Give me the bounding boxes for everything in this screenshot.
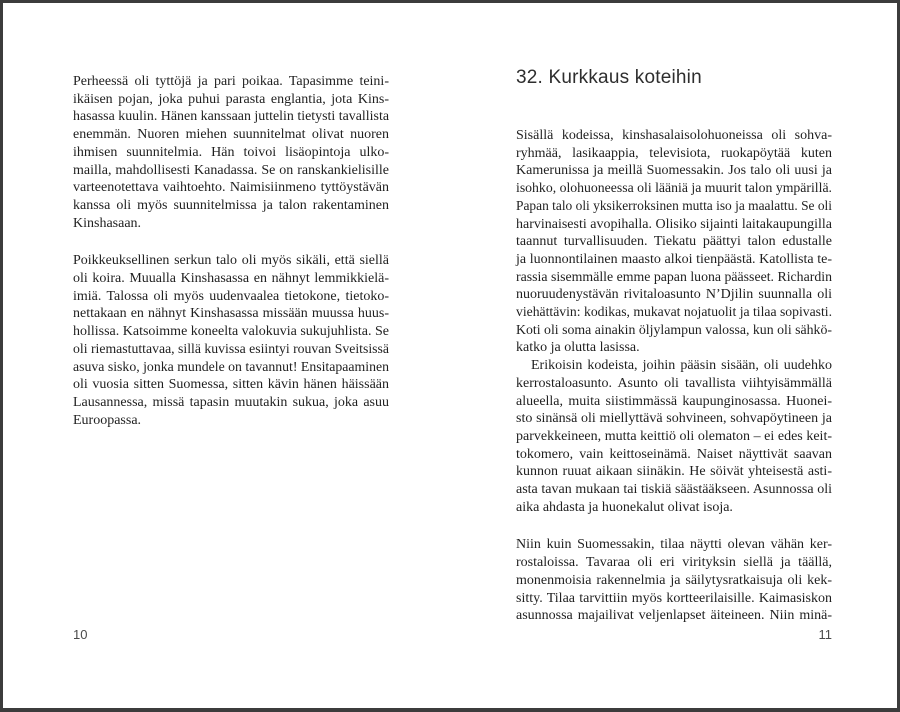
text-line: enemmän. Nuoren miehen suunnitelmat olivat nuoren (73, 127, 389, 143)
text-line: imiä. Talossa oli myös uudenvaalea tietokone, tietoko- (73, 288, 389, 304)
text-line: oli vuosia sitten Suomessa, sitten kävin hänen häissään (73, 377, 389, 393)
text-line: mailla, mahdollisesti Kanadassa. Se on ranskankielisille (73, 162, 389, 178)
chapter-heading: 32. Kurkkaus koteihin (516, 67, 702, 88)
text-line: Koti oli soma ainakin öljylampun valossa, kun oli sähkö- (516, 322, 832, 338)
text-line: Sisällä kodeissa, kinshasalaisolohuoneissa oli sohva- (516, 128, 832, 143)
text-line: sitty. Tilaa tarvittiin myös kortteerilaisille. Kaimasiskon (516, 590, 832, 606)
text-line: tokomero, vain keittoseinämä. Naiset näyttivät saavan (516, 446, 832, 462)
page-number-left: 10 (73, 627, 88, 642)
paragraph (516, 357, 832, 516)
paragraph (516, 127, 832, 357)
left-page-text (73, 73, 389, 429)
text-line: varteenotettava vaihtoehto. Naimisiinmeno tyttöystävän (73, 180, 389, 196)
text-line: alueella, muita siistimmässä kaupunginosassa. Huonei- (516, 393, 832, 409)
right-page-text (516, 65, 832, 625)
text-line: nuoruudenystävän rivitaloasunto N’Djilin suunnalla oli (516, 287, 832, 303)
text-line: monenmoisia rakennelmia ja säilytysratkaisuja oli kek- (516, 572, 832, 588)
text-line: Papan talo oli yksikerroksinen mutta iso ja maalattu. Se oli (516, 198, 832, 214)
text-line: aika ahdasta ja huonekalut olivat isoja. (516, 499, 733, 515)
text-line: Erikoisin kodeista, joihin pääsin sisään, oli uudehko (531, 358, 832, 374)
text-line: parvekkeineen, mutta keittiö oli olematon – ei edes keit- (516, 428, 832, 444)
text-line: rassia sisemmälle emme papan luona päässeet. Richardin (516, 269, 832, 285)
paragraph (516, 536, 832, 625)
text-line: Poikkeuksellinen serkun talo oli myös sikäli, että siellä (73, 253, 389, 269)
text-line: harvinaisesti avopihalla. Olisiko sijainti laitakaupungilla (516, 216, 832, 232)
text-line: viehättävin: kodikas, mukavat nojatuolit ja tilaa sopivasti. (516, 305, 832, 321)
text-line: kunnon ruuat aikaan siinäkin. He söivät yhteisestä asti- (516, 464, 832, 480)
text-line: asuva sisko, jonka mundele on tavannut! Ensitapaaminen (73, 359, 389, 375)
text-line: Niin kuin Suomessakin, tilaa näytti olevan vähän ker- (516, 537, 832, 553)
right-page-body (516, 127, 832, 625)
text-line: isohko, olohuoneessa oli lääniä ja muurit talon ympärillä. (516, 181, 832, 197)
text-line: kanssa oli myös suunnitelmissa ja talon rakentaminen (73, 197, 389, 213)
text-line: Perheessä oli tyttöjä ja pari poikaa. Tapasimme teini- (73, 74, 389, 89)
text-line: Euroopassa. (73, 412, 142, 428)
text-line: katko ja olutta lasissa. (516, 340, 640, 356)
text-line: oli koira. Muualla Kinshasassa en nähnyt lemmikkielä- (73, 271, 389, 287)
text-line: taannut turvallisuuden. Tiekatu päättyi talon edustalle (516, 234, 832, 250)
text-line: ryhmää, lasikaappia, televisiota, ruokapöytää kuten (516, 145, 832, 161)
text-line: asunnossa majailivat veljenlapset äiteineen. Niin minä- (516, 608, 832, 624)
text-line: asta tavan mukaan tai tiskiä säästääkseen. Asunnossa oli (516, 482, 832, 498)
text-line: hasassa kuulin. Hänen kanssaan juttelin tietysti tavallista (73, 109, 389, 125)
text-line: sto sinänsä oli miellyttävä sohvineen, sohvapöytineen ja (516, 411, 832, 427)
text-line: hollissa. Katsoimme koneelta valokuvia sukujuhlista. Se (73, 324, 389, 340)
text-line: ja luonnontilainen maasto alkoi tienpäästä. Katollista te- (516, 251, 832, 267)
text-line: Kinshasaan. (73, 215, 142, 231)
text-line: oli riemastuttavaa, sillä kuvissa esiintyi rouvan Sveitsissä (73, 341, 389, 357)
paragraph (73, 252, 389, 429)
text-line: kerrostaloasunto. Asunto oli tavallista viihtyisämmällä (516, 375, 832, 391)
text-line: nettakaan en nähnyt Kinshasassa missään muussa huus- (73, 306, 389, 322)
text-line: ihmisen suunnitelmia. Hän toivoi lisäopintoja ulko- (73, 144, 389, 160)
page-number-right: 11 (818, 627, 832, 642)
text-line: Lausannessa, missä tapasin muutakin sukua, joka asuu (73, 394, 389, 410)
text-line: ikäisen pojan, joka puhui parasta englantia, jota Kins- (73, 91, 389, 107)
paragraph (73, 73, 389, 232)
text-line: Kamerunissa ja meillä Suomessakin. Jos talo oli uusi ja (516, 163, 832, 179)
text-line: rostaloissa. Tavaraa oli eri virityksin siellä ja täällä, (516, 555, 832, 571)
